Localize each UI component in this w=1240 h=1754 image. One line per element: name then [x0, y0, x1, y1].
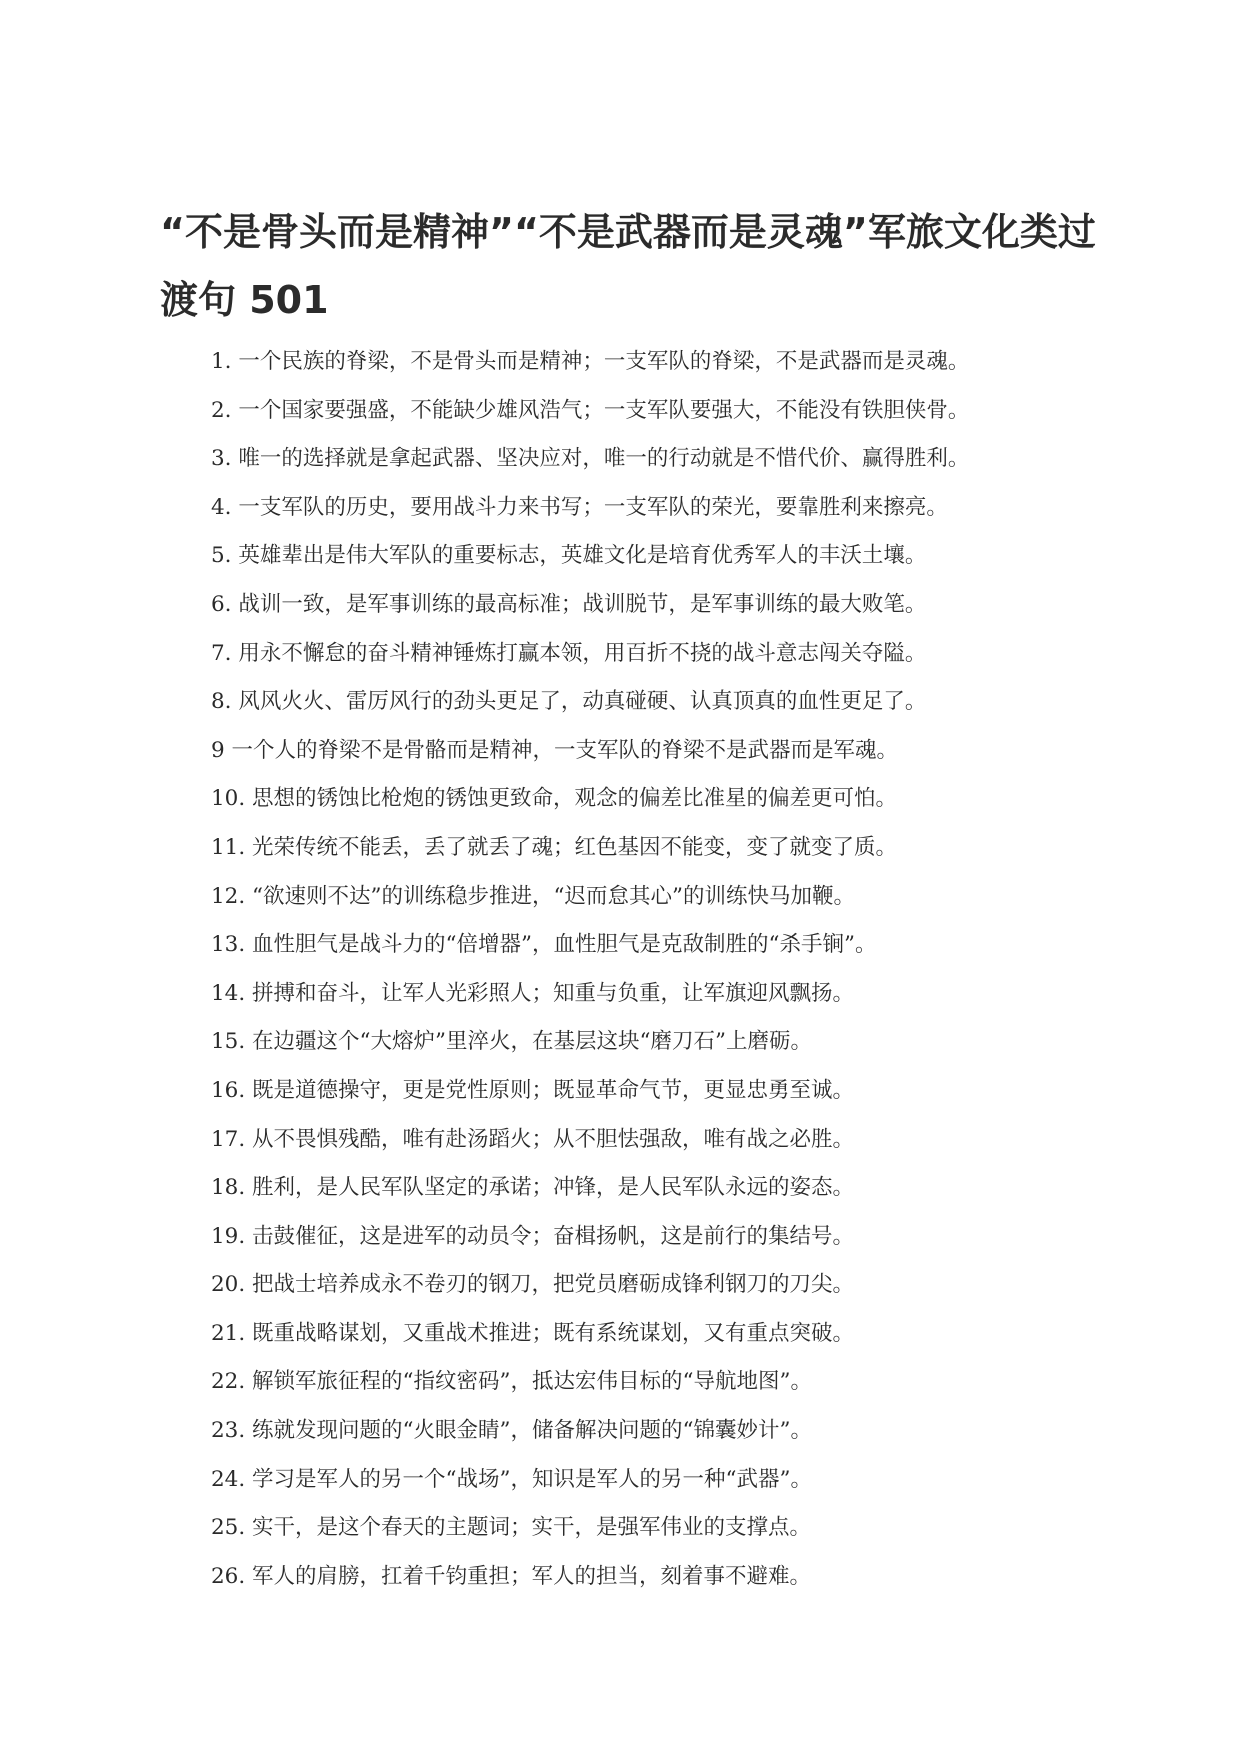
list-item: 3. 唯一的选择就是拿起武器、坚决应对，唯一的行动就是不惜代价、赢得胜利。: [211, 446, 970, 472]
list-item: 16. 既是道德操守，更是党性原则；既显革命气节，更显忠勇至诚。: [211, 1077, 855, 1103]
list-item: 8. 风风火火、雷厉风行的劲头更足了，动真碰硬、认真顶真的血性更足了。: [211, 689, 927, 715]
list-item: 5. 英雄辈出是伟大军队的重要标志，英雄文化是培育优秀军人的丰沃土壤。: [211, 543, 927, 569]
list-item: 14. 拼搏和奋斗，让军人光彩照人；知重与负重，让军旗迎风飘扬。: [211, 980, 855, 1006]
sentence-list: [211, 338, 1111, 1601]
list-item: 11. 光荣传统不能丢，丢了就丢了魂；红色基因不能变，变了就变了质。: [211, 834, 898, 860]
list-item: 22. 解锁军旅征程的“指纹密码”，抵达宏伟目标的“导航地图”。: [211, 1369, 812, 1395]
list-item: 10. 思想的锈蚀比枪炮的锈蚀更致命，观念的偏差比准星的偏差更可怕。: [211, 786, 898, 812]
list-item: 20. 把战士培养成永不卷刃的钢刀，把党员磨砺成锋利钢刀的刀尖。: [211, 1272, 855, 1298]
list-item: 7. 用永不懈怠的奋斗精神锤炼打赢本领，用百折不挠的战斗意志闯关夺隘。: [211, 640, 927, 666]
list-item: 9 一个人的脊梁不是骨骼而是精神，一支军队的脊梁不是武器而是军魂。: [211, 737, 899, 763]
list-item: 1. 一个民族的脊梁，不是骨头而是精神；一支军队的脊梁，不是武器而是灵魂。: [211, 349, 970, 374]
list-item: 26. 军人的肩膀，扛着千钧重担；军人的担当，刻着事不避难。: [211, 1563, 812, 1589]
list-item: 19. 击鼓催征，这是进军的动员令；奋楫扬帆，这是前行的集结号。: [211, 1223, 855, 1249]
list-item: 23. 练就发现问题的“火眼金睛”，储备解决问题的“锦囊妙计”。: [211, 1418, 812, 1444]
list-item: 25. 实干，是这个春天的主题词；实干，是强军伟业的支撑点。: [211, 1515, 812, 1541]
list-item: 2. 一个国家要强盛，不能缺少雄风浩气；一支军队要强大，不能没有铁胆侠骨。: [211, 397, 970, 423]
list-item: 6. 战训一致，是军事训练的最高标准；战训脱节，是军事训练的最大败笔。: [211, 591, 927, 617]
list-item: 13. 血性胆气是战斗力的“倍增器”，血性胆气是克敌制胜的“杀手锏”。: [211, 932, 877, 958]
list-item: 18. 胜利，是人民军队坚定的承诺；冲锋，是人民军队永远的姿态。: [211, 1175, 855, 1201]
document-title: “不是骨头而是精神”“不是武器而是灵魂”军旅文化类过渡句 501: [160, 210, 1096, 322]
list-item: 24. 学习是军人的另一个“战场”，知识是军人的另一种“武器”。: [211, 1466, 812, 1492]
list-item: 4. 一支军队的历史，要用战斗力来书写；一支军队的荣光，要靠胜利来擦亮。: [211, 494, 948, 520]
list-item: 12. “欲速则不达”的训练稳步推进，“迟而怠其心”的训练快马加鞭。: [211, 883, 855, 909]
list-item: 17. 从不畏惧残酷，唯有赴汤蹈火；从不胆怯强敌，唯有战之必胜。: [211, 1126, 855, 1152]
list-item: 15. 在边疆这个“大熔炉”里淬火，在基层这块“磨刀石”上磨砺。: [211, 1029, 812, 1055]
list-item: 21. 既重战略谋划，又重战术推进；既有系统谋划，又有重点突破。: [211, 1320, 855, 1346]
